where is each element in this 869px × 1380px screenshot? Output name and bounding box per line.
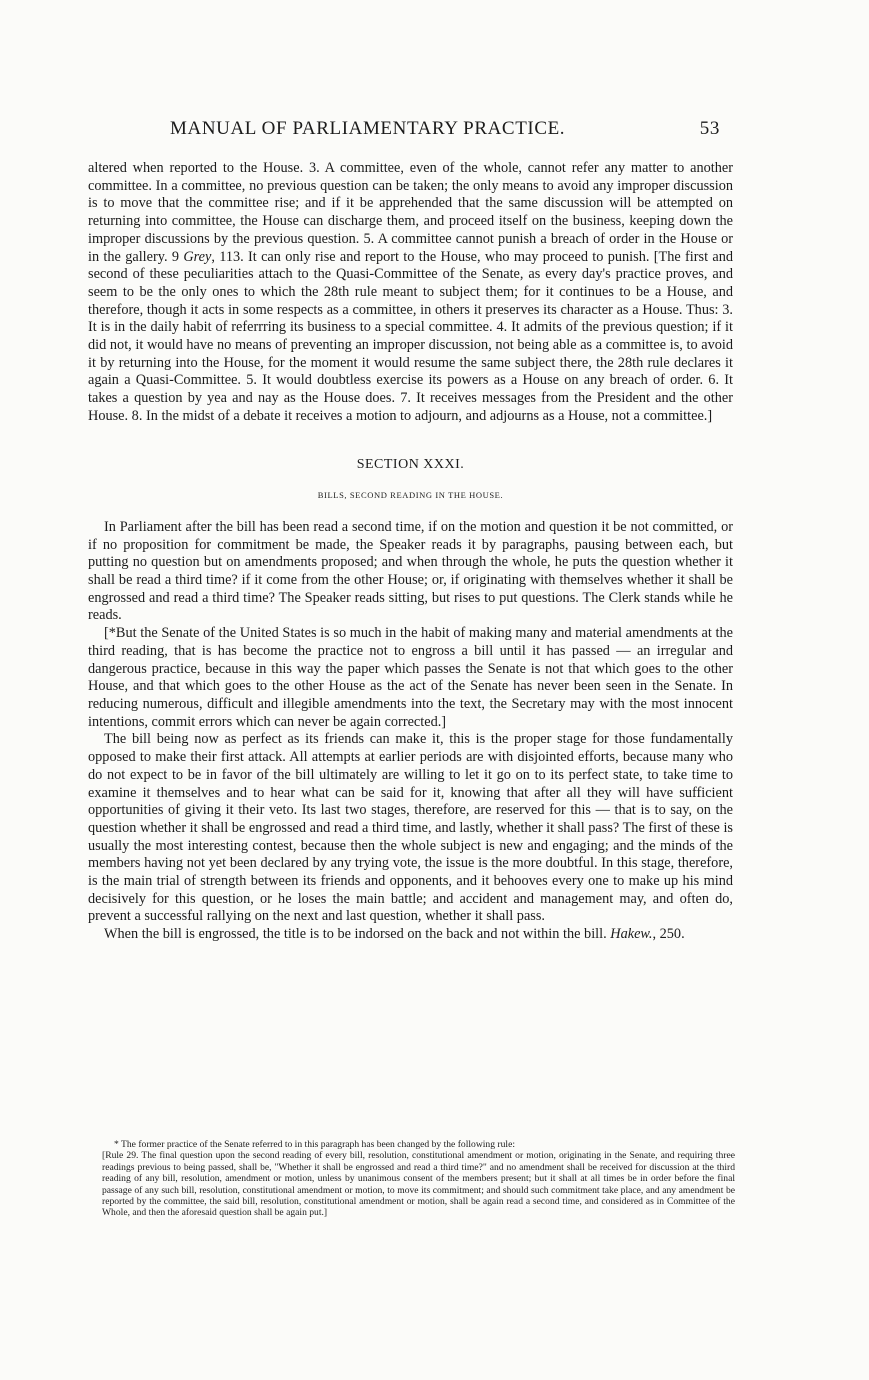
paragraph-text: When the bill is engrossed, the title is to be indorsed on the back and not within the bill. (104, 926, 611, 943)
running-title: MANUAL OF PARLIAMENTARY PRACTICE. (170, 118, 566, 139)
paragraph-text: altered when reported to the House. 3. A committee, even of the whole, cannot refer any matter to another committee. In a committee, no previous question can be taken; the only means to avoid any improper discussion is to move that the committee rise; and if it be apprehended that the same discussion will be attempted on returning into committee, the House can discharge them, and proceed itself on the business, keeping down the improper discussions by the previous question. 5. A committee cannot punish a breach of order in the House or in the gallery. 9 (88, 160, 733, 265)
citation-hakew: Hakew. (610, 926, 653, 943)
section-title: SECTION XXXI. (356, 456, 465, 472)
paragraph-parliament: In Parliament after the bill has been read a second time, if on the motion and question it be not committed, or if no proposition for commitment be made, the Speaker reads it by paragraphs, pausing between each, but putting no question but on amendments proposed; and when through the whole, he puts the question whether it shall be read a third time? if it come from the other House; or, if originating with themselves whether it shall be engrossed and read a third time? The Speaker reads sitting, but rises to put questions. The Clerk stands while he reads. (88, 518, 733, 624)
paragraph-senate-practice: [*But the Senate of the United States is so much in the habit of making many and material amendments at the third reading, that is has become the practice not to engross a bill until it has passed — an irregular and dangerous practice, because in this way the paper which passes the Senate is not that which goes to the other House, and that which goes to the other House as the act of the Senate has never been seen in the Senate. In reducing numerous, difficult and illegible amendments into the text, the Secretary may with the most innocent intentions, commit errors which can never be again corrected.] (88, 625, 733, 730)
footnote-rule: [Rule 29. The final question upon the second reading of every bill, resolution, constitutional amendment or motion, originating in the Senate, and requiring three readings previous to being passed, shall be, "Whether it shall be engrossed and read a third time?" and no amendment shall be received for discussion at the third reading of any bill, resolution, amendment or motion, unless by unanimous consent of the members present; but it shall at all times be in order before the final passage of any such bill, resolution, constitutional amendment or motion, to move its commitment; and should such commitment take place, and any amendment be reported by the committee, the said bill, resolution, constitutional amendment or motion, shall be again read a second time, and considered as in Committee of the Whole, and then the aforesaid question shall be again put.] (102, 1150, 735, 1219)
paragraph-text: , 113. It can only rise and report to the House, who may proceed to punish. [The first and second of these peculiarities attach to the Quasi-Committee of the Senate, as every day's practice proves, and seem to be the only ones to which the 28th rule meant to subject them; for it continues to be a House, and therefore, though it acts in some respects as a committee, in others it preserves its character as a House. Thus: 3. It is in the daily habit of referrring its business to a special committee. 4. It admits of the previous question; if it did not, it would have no means of preventing an improper discussion, not being able as a committee is, to avoid it by returning into the House, for the moment it would resume the same subject there, the 28th rule declares it again a Quasi-Committee. 5. It would doubtless exercise its powers as a House on any breach of order. 6. It takes a question by yea and nay as the House does. 7. It receives messages from the President and the other House. 8. In the midst of a debate it receives a motion to adjourn, and adjourns as a House, not a committee.] (88, 248, 734, 424)
citation-grey: Grey (183, 248, 212, 265)
footnotes (102, 1139, 735, 1219)
paragraph-bill-perfect: The bill being now as perfect as its friends can make it, this is the proper stage for those fundamentally opposed to make their first attack. All attempts at earlier periods are with disjointed efforts, because many who do not expect to be in favor of the bill ultimately are willing to let it go on to its perfect state, to take time to examine it themselves and to hear what can be said for it, knowing that after all they will have sufficient opportunities of giving it their veto. Its last two stages, therefore, are reserved for this — that is to say, on the question whether it shall be engrossed and read a third time, and lastly, whether it shall pass? The first of these is usually the most interesting contest, because then the whole subject is new and engaging; and the minds of the members having not yet been declared by any trying vote, the issue is the more doubtful. In this stage, therefore, is the main trial of strength between its friends and opponents, and it behooves every one to make up his mind decisively for this question, or he loses the main battle; and accident and management may, and often do, prevent a successful rallying on the next and last question, whether it shall pass. (88, 731, 733, 925)
section-subtitle: BILLS, SECOND READING IN THE HOUSE. (317, 490, 504, 501)
paragraph-text: , 250. (652, 926, 685, 943)
paragraph-committee-continued (88, 160, 733, 426)
page-body (88, 160, 733, 944)
paragraph-engrossed (88, 926, 733, 944)
page-number: 53 (699, 118, 720, 139)
footnote-intro: * The former practice of the Senate referred to in this paragraph has been changed by the following rule: (114, 1139, 516, 1150)
